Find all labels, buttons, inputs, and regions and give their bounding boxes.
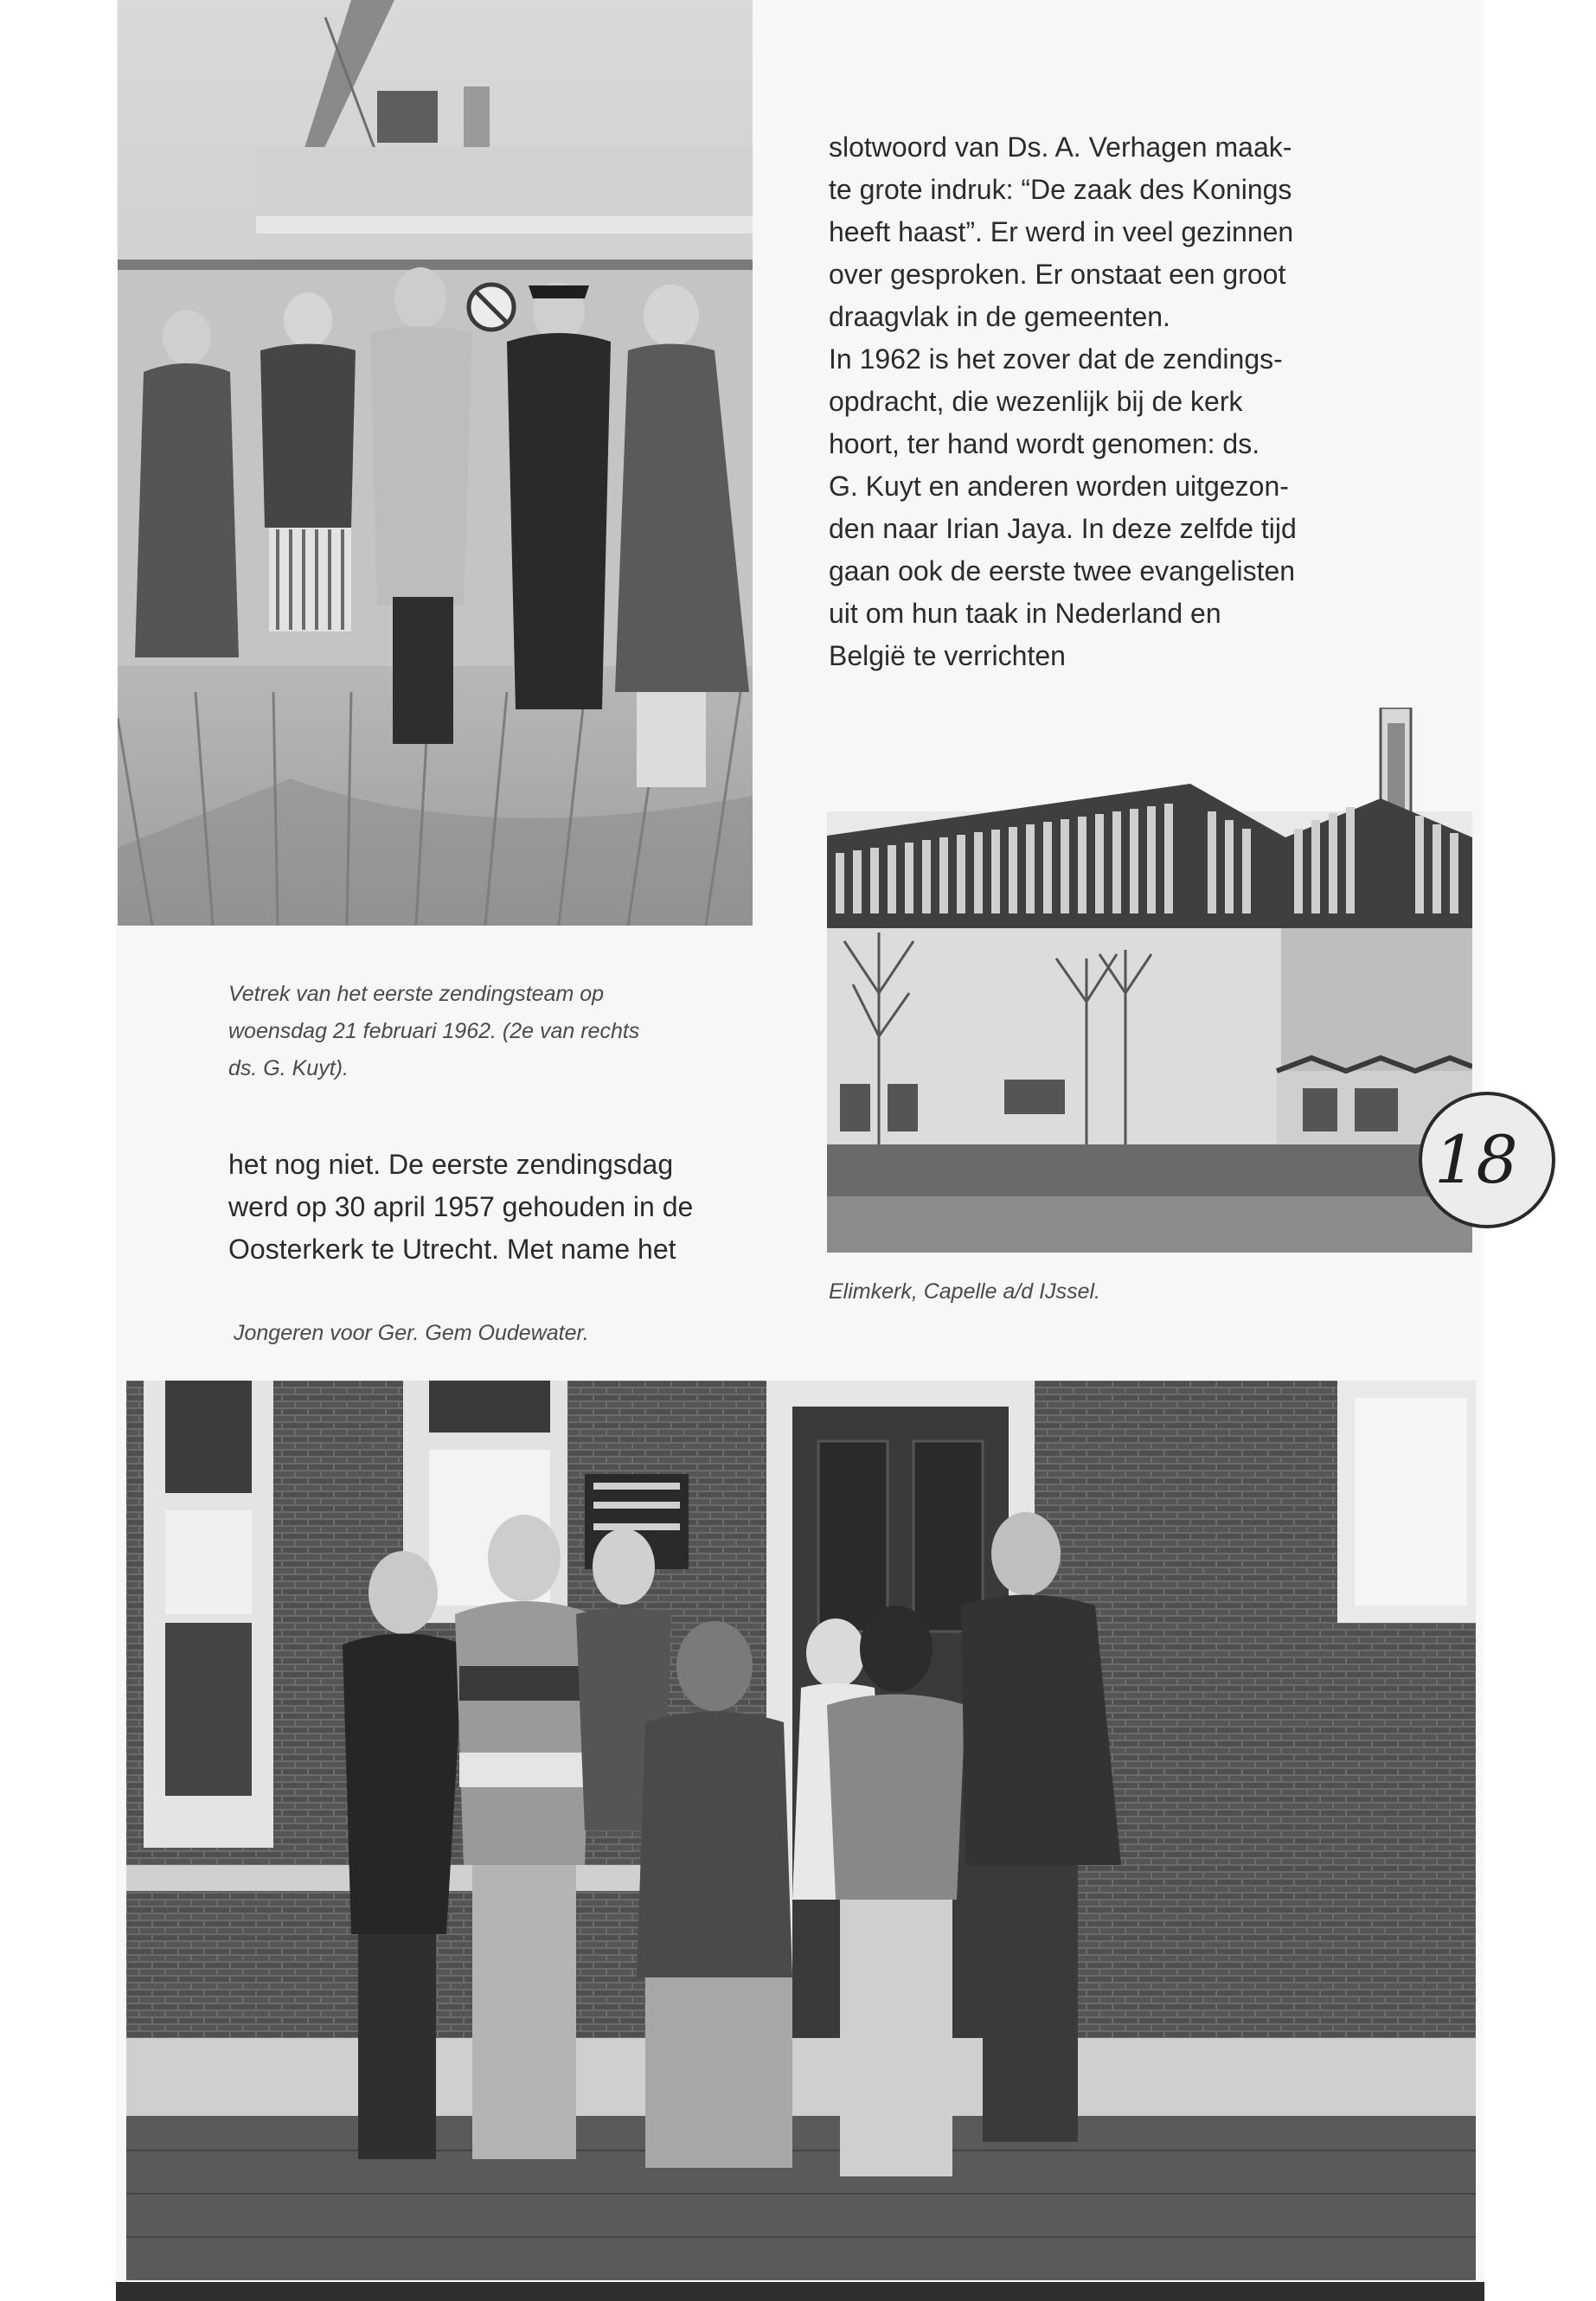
text-line: G. Kuyt en anderen worden uitgezon- [829, 471, 1289, 502]
text-line: Oosterkerk te Utrecht. Met name het [228, 1234, 676, 1265]
text-line: België te verrichten [829, 640, 1066, 671]
text-line: hoort, ter hand wordt genomen: ds. [829, 428, 1260, 459]
page-number-badge [1419, 1092, 1555, 1228]
text-line: werd op 30 april 1957 gehouden in de [228, 1191, 694, 1222]
caption-line: ds. G. Kuyt). [228, 1056, 349, 1080]
text-line: heeft haast”. Er werd in veel gezinnen [829, 216, 1294, 247]
photo-elimkerk [827, 708, 1472, 1253]
caption-line: Vetrek van het eerste zendingsteam op [228, 982, 605, 1006]
text-line: te grote indruk: “De zaak des Konings [829, 174, 1292, 205]
body-text-right-top [829, 126, 1297, 677]
scan-margin-left [0, 0, 116, 2301]
text-line: In 1962 is het zover dat de zendings- [829, 343, 1283, 375]
text-line: den naar Irian Jaya. In deze zelfde tijd [829, 513, 1297, 544]
text-line: opdracht, die wezenlijk bij de kerk [829, 386, 1243, 417]
caption-ship-photo [228, 976, 639, 1087]
page-number: 18 [1434, 1121, 1518, 1198]
text-line: slotwoord van Ds. A. Verhagen maak- [829, 131, 1292, 163]
text-line: het nog niet. De eerste zendingsdag [228, 1149, 674, 1180]
caption-church-photo: Elimkerk, Capelle a/d IJssel. [829, 1279, 1101, 1304]
text-line: over gesproken. Er onstaat een groot [829, 259, 1286, 290]
photo-youth-group [126, 1381, 1476, 2280]
caption-line: woensdag 21 februari 1962. (2e van rechts [228, 1019, 640, 1043]
text-line: uit om hun taak in Nederland en [829, 598, 1221, 629]
text-line: gaan ook de eerste twee evangelisten [829, 555, 1296, 586]
photo-ship-departure [118, 0, 753, 926]
scan-bottom-edge [116, 2282, 1484, 2301]
caption-youth-photo: Jongeren voor Ger. Gem Oudewater. [234, 1321, 589, 1345]
text-line: draagvlak in de gemeenten. [829, 301, 1170, 332]
body-text-left-middle [228, 1144, 693, 1271]
